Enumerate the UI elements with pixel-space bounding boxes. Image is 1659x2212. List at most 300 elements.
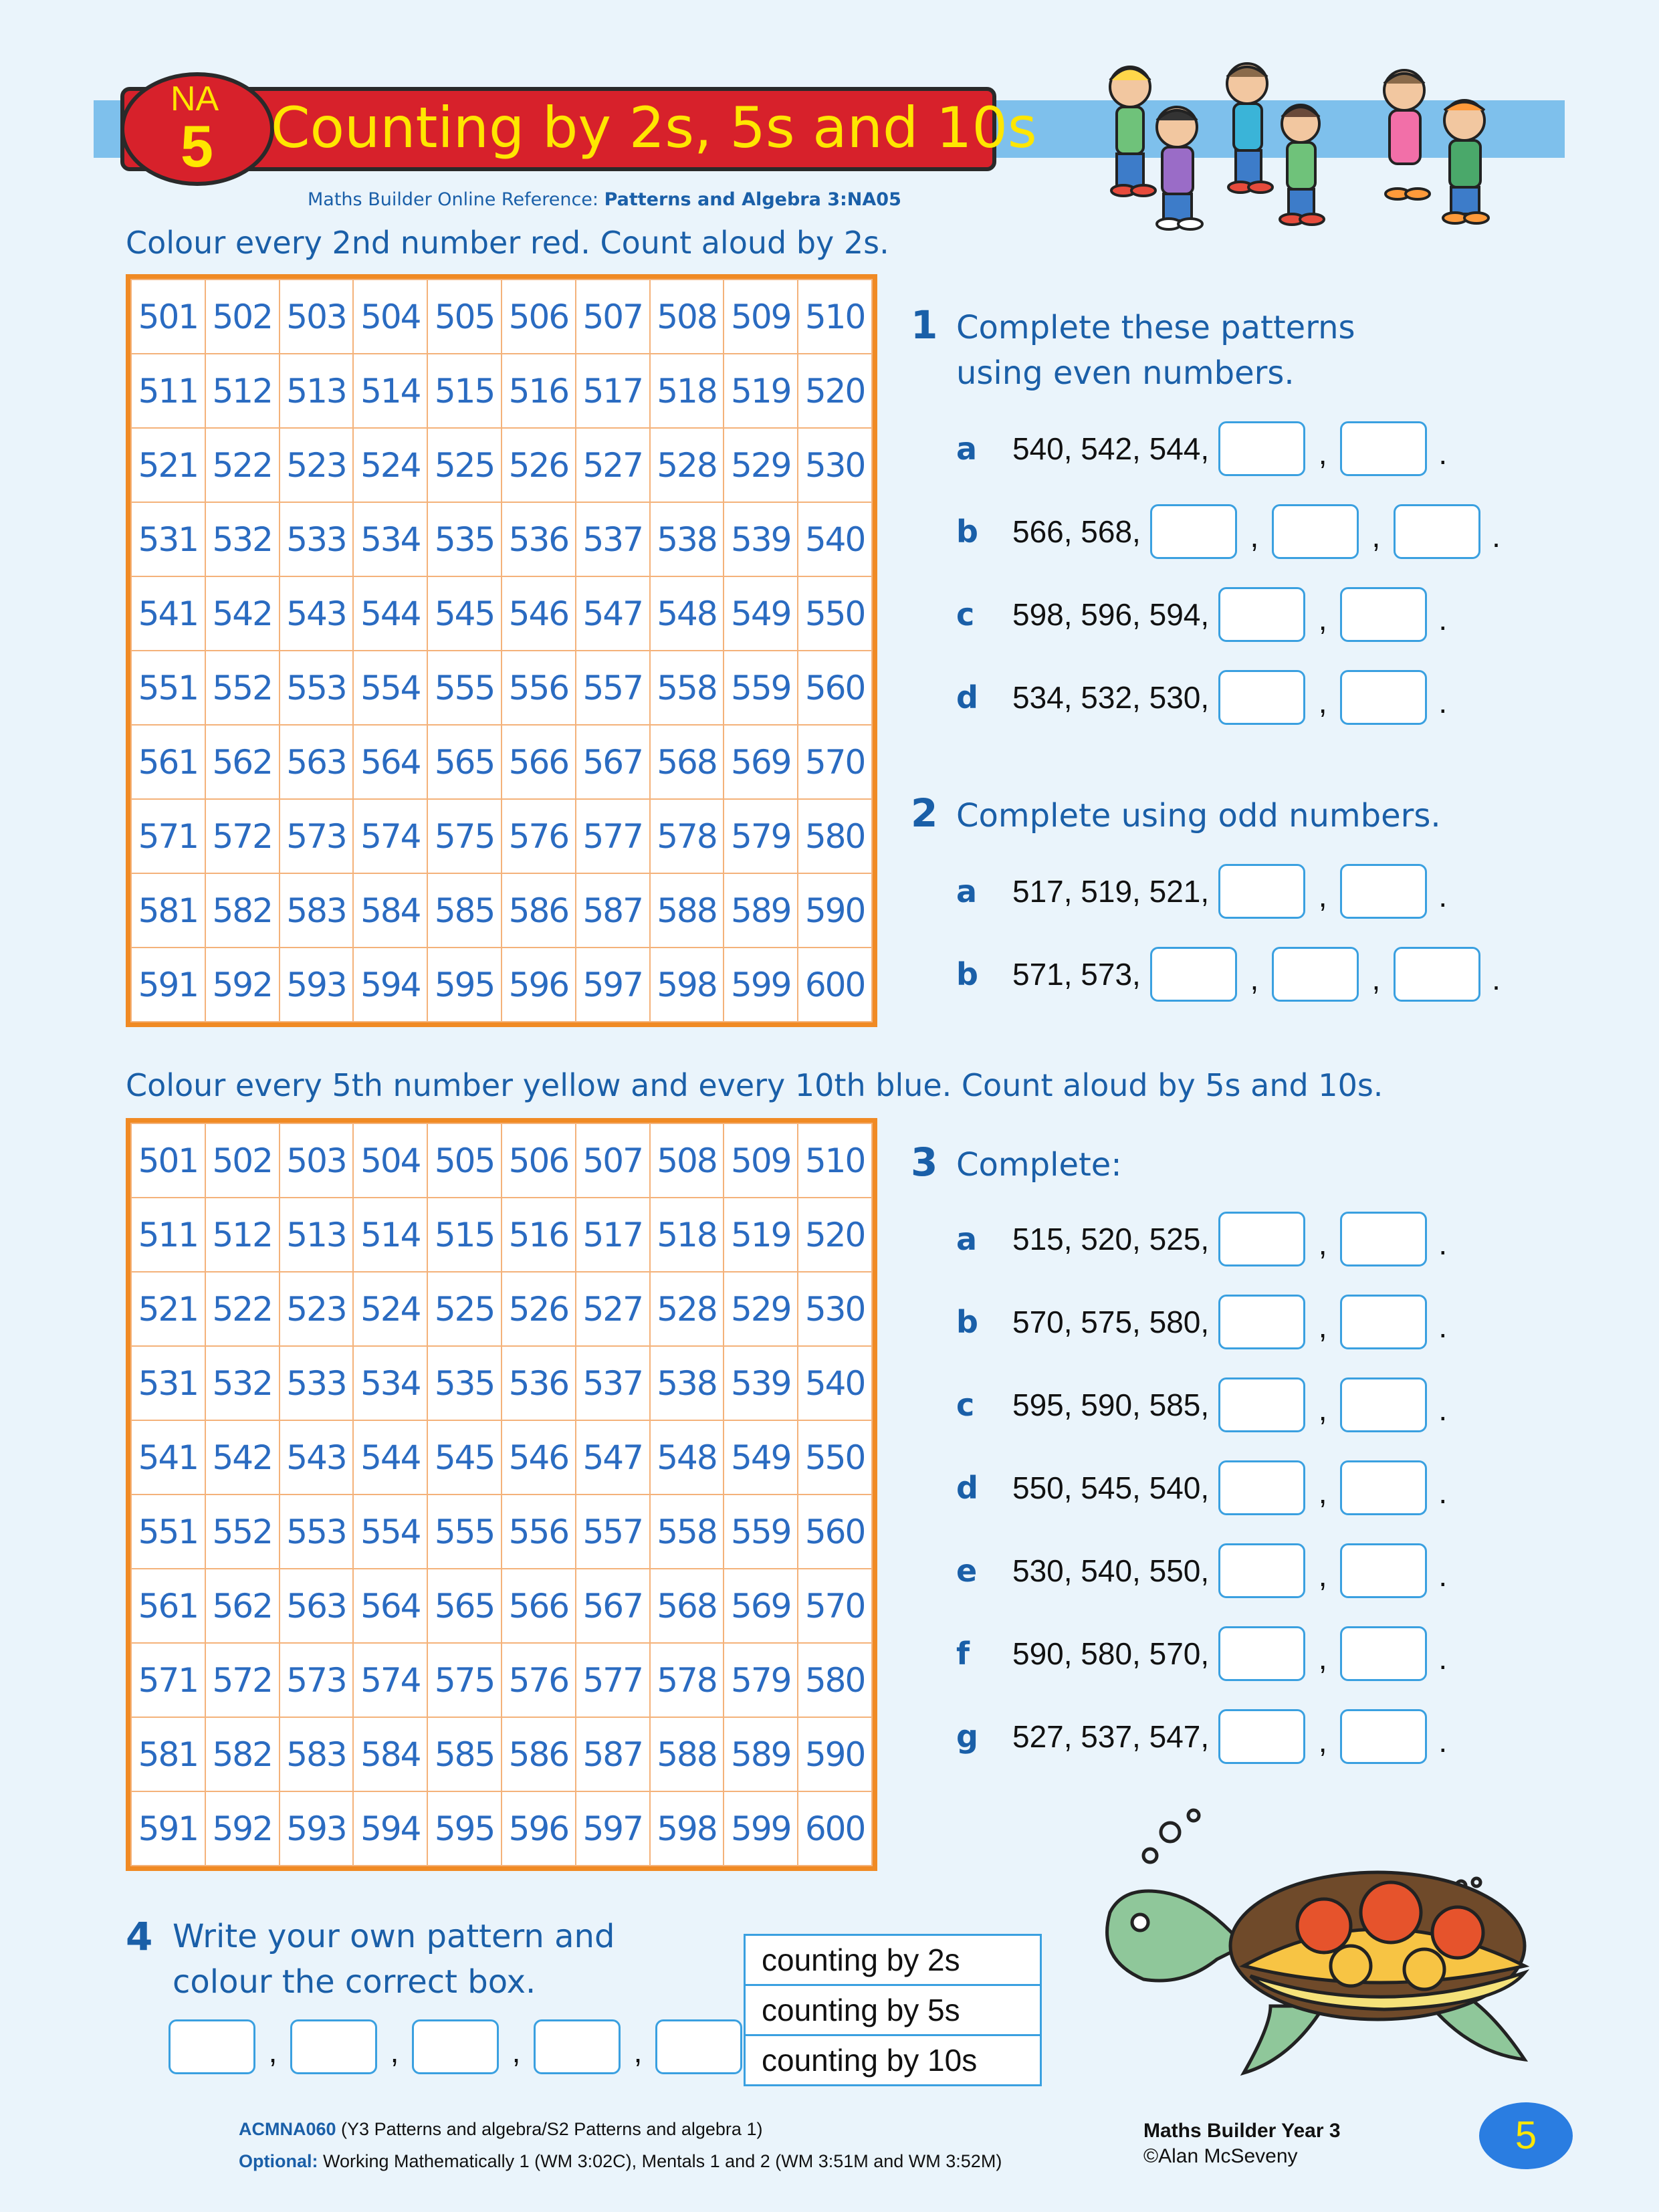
grid-cell[interactable]: 548 [650,1420,724,1495]
grid-cell[interactable]: 585 [427,1717,502,1791]
grid-cell[interactable]: 556 [502,1495,576,1569]
grid-row [131,1495,872,1569]
grid-cell[interactable]: 594 [353,948,427,1022]
grid-cell[interactable]: 533 [280,1346,354,1420]
grid-row [131,1569,872,1643]
grid-cell[interactable]: 521 [131,1272,205,1346]
grid-cell[interactable]: 581 [131,873,205,948]
question-item [956,947,1501,1002]
grid-cell[interactable]: 545 [427,576,502,651]
grid-cell[interactable]: 532 [205,1346,280,1420]
grid-cell[interactable]: 538 [650,502,724,576]
answer-box[interactable] [1340,1543,1427,1598]
grid-cell[interactable]: 542 [205,1420,280,1495]
grid-cell[interactable]: 596 [502,948,576,1022]
answer-box[interactable] [1340,1626,1427,1681]
grid-cell[interactable]: 595 [427,1791,502,1866]
grid-cell[interactable]: 528 [650,428,724,502]
grid-cell[interactable]: 571 [131,1643,205,1717]
grid-cell[interactable]: 567 [576,1569,650,1643]
grid-cell[interactable]: 551 [131,1495,205,1569]
full-stop: . [1438,1641,1448,1676]
grid-cell[interactable]: 597 [576,1791,650,1866]
grid-cell[interactable]: 505 [427,280,502,354]
grid-cell[interactable]: 561 [131,725,205,799]
grid-cell[interactable]: 530 [798,1272,872,1346]
grid-cell[interactable]: 554 [353,1495,427,1569]
grid-row [131,1420,872,1495]
grid-cell[interactable]: 518 [650,354,724,428]
grid-cell[interactable]: 511 [131,1198,205,1272]
grid-cell[interactable]: 534 [353,1346,427,1420]
grid-cell[interactable]: 587 [576,873,650,948]
grid-cell[interactable]: 545 [427,1420,502,1495]
grid-cell[interactable]: 507 [576,1123,650,1198]
grid-cell[interactable]: 540 [798,502,872,576]
instruction-5s-10s: Colour every 5th number yellow and every 10th blue. Count aloud by 5s and 10s. [126,1067,1384,1103]
grid-cell[interactable]: 591 [131,948,205,1022]
grid-cell[interactable]: 574 [353,799,427,873]
answer-box[interactable] [1218,864,1305,919]
grid-cell[interactable]: 538 [650,1346,724,1420]
grid-cell[interactable]: 525 [427,428,502,502]
grid-cell[interactable]: 533 [280,502,354,576]
badge-code: NA [171,80,219,118]
answer-box[interactable] [1218,421,1305,476]
grid-cell[interactable]: 547 [576,576,650,651]
grid-cell[interactable]: 590 [798,1717,872,1791]
full-stop: . [1492,519,1501,554]
answer-box[interactable] [1218,1709,1305,1764]
grid-cell[interactable]: 523 [280,1272,354,1346]
answer-box[interactable] [1272,947,1359,1002]
grid-cell[interactable]: 527 [576,428,650,502]
grid-cell[interactable]: 550 [798,576,872,651]
grid-cell[interactable]: 576 [502,799,576,873]
grid-cell[interactable]: 558 [650,1495,724,1569]
grid-cell[interactable]: 568 [650,725,724,799]
answer-box[interactable] [1340,421,1427,476]
grid-cell[interactable]: 593 [280,1791,354,1866]
hundred-grid-5s-10s [126,1118,877,1871]
grid-cell[interactable]: 562 [205,725,280,799]
answer-box[interactable] [412,2019,499,2074]
grid-cell[interactable]: 592 [205,1791,280,1866]
answer-box[interactable] [534,2019,621,2074]
grid-cell[interactable]: 573 [280,799,354,873]
question-4-line2: colour the correct box. [173,1963,536,2001]
grid-cell[interactable]: 555 [427,1495,502,1569]
answer-box[interactable] [1340,1709,1427,1764]
question-item [956,1543,1447,1598]
answer-box[interactable] [1218,1626,1305,1681]
grid-cell[interactable]: 536 [502,502,576,576]
answer-box[interactable] [1150,947,1237,1002]
item-letter: a [956,873,978,909]
grid-cell[interactable]: 502 [205,280,280,354]
comma: , [1250,519,1259,554]
full-stop: . [1438,1226,1448,1261]
answer-box[interactable] [290,2019,377,2074]
grid-cell[interactable]: 520 [798,1198,872,1272]
grid-cell[interactable]: 522 [205,1272,280,1346]
grid-cell[interactable]: 552 [205,651,280,725]
answer-box[interactable] [1340,864,1427,919]
grid-cell[interactable]: 559 [724,651,798,725]
grid-cell[interactable]: 536 [502,1346,576,1420]
grid-row [131,502,872,576]
grid-cell[interactable]: 529 [724,1272,798,1346]
grid-cell[interactable]: 526 [502,1272,576,1346]
grid-cell[interactable]: 537 [576,502,650,576]
question-number-2: 2 [911,790,938,836]
grid-cell[interactable]: 575 [427,1643,502,1717]
grid-cell[interactable]: 506 [502,1123,576,1198]
grid-cell[interactable]: 531 [131,1346,205,1420]
grid-cell[interactable]: 519 [724,1198,798,1272]
grid-cell[interactable]: 555 [427,651,502,725]
grid-cell[interactable]: 597 [576,948,650,1022]
answer-box[interactable] [1218,1212,1305,1266]
grid-cell[interactable]: 524 [353,1272,427,1346]
grid-cell[interactable]: 568 [650,1569,724,1643]
grid-cell[interactable]: 512 [205,354,280,428]
answer-box[interactable] [169,2019,255,2074]
grid-cell[interactable]: 542 [205,576,280,651]
grid-cell[interactable]: 543 [280,576,354,651]
number-sequence: 566, 568, [1012,514,1141,549]
grid-cell[interactable]: 584 [353,873,427,948]
grid-cell[interactable]: 526 [502,428,576,502]
grid-cell[interactable]: 598 [650,1791,724,1866]
grid-cell[interactable]: 565 [427,725,502,799]
item-letter: g [956,1719,978,1755]
grid-cell[interactable]: 516 [502,1198,576,1272]
grid-cell[interactable]: 513 [280,354,354,428]
grid-cell[interactable]: 537 [576,1346,650,1420]
grid-cell[interactable]: 562 [205,1569,280,1643]
grid-cell[interactable]: 589 [724,873,798,948]
grid-cell[interactable]: 507 [576,280,650,354]
grid-cell[interactable]: 566 [502,1569,576,1643]
grid-cell[interactable]: 502 [205,1123,280,1198]
grid-cell[interactable]: 510 [798,1123,872,1198]
grid-cell[interactable]: 564 [353,725,427,799]
grid-cell[interactable]: 588 [650,1717,724,1791]
grid-row [131,1791,872,1866]
grid-cell[interactable]: 578 [650,799,724,873]
grid-row [131,651,872,725]
answer-box[interactable] [1394,504,1480,559]
grid-row [131,1717,872,1791]
number-sequence: 527, 537, 547, [1012,1719,1210,1754]
question-item [956,864,1501,919]
option-counting-by-2s[interactable]: counting by 2s [746,1936,1040,1986]
grid-cell[interactable]: 518 [650,1198,724,1272]
grid-cell[interactable]: 549 [724,1420,798,1495]
grid-cell[interactable]: 546 [502,1420,576,1495]
grid-cell[interactable]: 506 [502,280,576,354]
grid-cell[interactable]: 525 [427,1272,502,1346]
grid-cell[interactable]: 599 [724,948,798,1022]
question-2-items [956,864,1501,1030]
grid-cell[interactable]: 593 [280,948,354,1022]
answer-box[interactable] [1218,1295,1305,1349]
grid-cell[interactable]: 521 [131,428,205,502]
grid-cell[interactable]: 510 [798,280,872,354]
comma: , [1318,1309,1327,1344]
answer-box[interactable] [1218,587,1305,642]
grid-cell[interactable]: 547 [576,1420,650,1495]
comma: , [1318,1226,1327,1261]
answer-box[interactable] [655,2019,742,2074]
grid-row [131,1123,872,1198]
grid-cell[interactable]: 586 [502,1717,576,1791]
grid-cell[interactable]: 535 [427,1346,502,1420]
grid-cell[interactable]: 592 [205,948,280,1022]
full-stop: . [1438,879,1448,913]
grid-row [131,725,872,799]
grid-cell[interactable]: 511 [131,354,205,428]
grid-cell[interactable]: 579 [724,799,798,873]
grid-cell[interactable]: 591 [131,1791,205,1866]
grid-cell[interactable]: 546 [502,576,576,651]
grid-cell[interactable]: 572 [205,799,280,873]
grid-row [131,1346,872,1420]
grid-cell[interactable]: 580 [798,799,872,873]
comma: , [512,2034,521,2069]
grid-cell[interactable]: 584 [353,1717,427,1791]
grid-cell[interactable]: 514 [353,1198,427,1272]
grid-cell[interactable]: 579 [724,1643,798,1717]
grid-cell[interactable]: 565 [427,1569,502,1643]
grid-cell[interactable]: 570 [798,725,872,799]
grid-cell[interactable]: 514 [353,354,427,428]
grid-cell[interactable]: 563 [280,1569,354,1643]
grid-cell[interactable]: 570 [798,1569,872,1643]
grid-cell[interactable]: 548 [650,576,724,651]
grid-cell[interactable]: 513 [280,1198,354,1272]
grid-cell[interactable]: 569 [724,1569,798,1643]
full-stop: . [1438,1309,1448,1344]
book-title: Maths Builder Year 3 [1143,2120,1341,2142]
number-sequence: 571, 573, [1012,957,1141,992]
grid-cell[interactable]: 512 [205,1198,280,1272]
grid-cell[interactable]: 585 [427,873,502,948]
grid-cell[interactable]: 539 [724,502,798,576]
grid-cell[interactable]: 520 [798,354,872,428]
question-item [956,670,1501,725]
grid-cell[interactable]: 595 [427,948,502,1022]
grid-cell[interactable]: 517 [576,354,650,428]
full-stop: . [1438,1392,1448,1427]
grid-row [131,576,872,651]
grid-cell[interactable]: 515 [427,354,502,428]
grid-cell[interactable]: 509 [724,1123,798,1198]
answer-box[interactable] [1218,670,1305,725]
grid-cell[interactable]: 580 [798,1643,872,1717]
grid-cell[interactable]: 572 [205,1643,280,1717]
grid-cell[interactable]: 531 [131,502,205,576]
question-item [956,587,1501,642]
answer-box[interactable] [1340,587,1427,642]
grid-cell[interactable]: 600 [798,1791,872,1866]
grid-cell[interactable]: 504 [353,280,427,354]
grid-row [131,799,872,873]
grid-cell[interactable]: 588 [650,873,724,948]
grid-cell[interactable]: 527 [576,1272,650,1346]
grid-cell[interactable]: 543 [280,1420,354,1495]
grid-cell[interactable]: 598 [650,948,724,1022]
option-counting-by-10s[interactable]: counting by 10s [762,2043,978,2078]
question-3-text: Complete: [956,1146,1122,1184]
grid-cell[interactable]: 566 [502,725,576,799]
optional-text: Working Mathematically 1 (WM 3:02C), Mentals 1 and 2 (WM 3:51M and WM 3:52M) [318,2151,1002,2171]
answer-box[interactable] [1340,1295,1427,1349]
grid-cell[interactable]: 553 [280,1495,354,1569]
grid-cell[interactable]: 503 [280,280,354,354]
question-2-text: Complete using odd numbers. [956,797,1441,835]
question-number-4: 4 [126,1914,153,1959]
grid-cell[interactable]: 503 [280,1123,354,1198]
grid-cell[interactable]: 532 [205,502,280,576]
grid-cell[interactable]: 567 [576,725,650,799]
comma: , [1318,1641,1327,1676]
grid-cell[interactable]: 544 [353,576,427,651]
grid-cell[interactable]: 553 [280,651,354,725]
item-letter: a [956,431,978,467]
question-item [956,504,1501,559]
grid-cell[interactable]: 504 [353,1123,427,1198]
grid-cell[interactable]: 505 [427,1123,502,1198]
grid-row [131,354,872,428]
answer-box[interactable] [1340,1212,1427,1266]
grid-cell[interactable]: 590 [798,873,872,948]
grid-cell[interactable]: 530 [798,428,872,502]
grid-cell[interactable]: 577 [576,1643,650,1717]
question-1-items [956,421,1501,753]
grid-cell[interactable]: 508 [650,280,724,354]
question-4-line1: Write your own pattern and [173,1918,615,1955]
grid-cell[interactable]: 517 [576,1198,650,1272]
grid-cell[interactable]: 574 [353,1643,427,1717]
answer-box[interactable] [1340,1460,1427,1515]
grid-cell[interactable]: 558 [650,651,724,725]
reference-prefix: Maths Builder Online Reference: [308,189,604,210]
grid-cell[interactable]: 560 [798,651,872,725]
question-item [956,1460,1447,1515]
grid-cell[interactable]: 524 [353,428,427,502]
item-letter: b [956,956,978,992]
grid-cell[interactable]: 577 [576,799,650,873]
answer-box[interactable] [1272,504,1359,559]
answer-box[interactable] [1394,947,1480,1002]
grid-cell[interactable]: 576 [502,1643,576,1717]
grid-cell[interactable]: 522 [205,428,280,502]
grid-cell[interactable]: 560 [798,1495,872,1569]
copyright: ©Alan McSeveny [1143,2145,1298,2167]
grid-cell[interactable]: 583 [280,1717,354,1791]
grid-cell[interactable]: 581 [131,1717,205,1791]
optional-label: Optional: [239,2151,318,2171]
grid-cell[interactable]: 539 [724,1346,798,1420]
grid-cell[interactable]: 516 [502,354,576,428]
question-item [956,1212,1447,1266]
grid-cell[interactable]: 528 [650,1272,724,1346]
grid-cell[interactable]: 582 [205,1717,280,1791]
grid-cell[interactable]: 582 [205,873,280,948]
grid-cell[interactable]: 557 [576,1495,650,1569]
grid-cell[interactable]: 534 [353,502,427,576]
grid-cell[interactable]: 519 [724,354,798,428]
grid-cell[interactable]: 509 [724,280,798,354]
grid-cell[interactable]: 600 [798,948,872,1022]
option-counting-by-5s[interactable]: counting by 5s [746,1986,1040,2036]
grid-cell[interactable]: 599 [724,1791,798,1866]
grid-cell[interactable]: 559 [724,1495,798,1569]
grid-cell[interactable]: 557 [576,651,650,725]
grid-row [131,428,872,502]
grid-cell[interactable]: 550 [798,1420,872,1495]
grid-cell[interactable]: 563 [280,725,354,799]
answer-box[interactable] [1218,1377,1305,1432]
grid-cell[interactable]: 541 [131,576,205,651]
grid-cell[interactable]: 551 [131,651,205,725]
grid-cell[interactable]: 552 [205,1495,280,1569]
grid-cell[interactable]: 529 [724,428,798,502]
grid-cell[interactable]: 596 [502,1791,576,1866]
answer-box[interactable] [1340,670,1427,725]
grid-cell[interactable]: 541 [131,1420,205,1495]
question-item [956,1377,1447,1432]
grid-cell[interactable]: 544 [353,1420,427,1495]
grid-cell[interactable]: 573 [280,1643,354,1717]
grid-cell[interactable]: 569 [724,725,798,799]
grid-cell[interactable]: 586 [502,873,576,948]
answer-box[interactable] [1218,1460,1305,1515]
number-sequence: 517, 519, 521, [1012,874,1210,909]
item-letter: c [956,1387,975,1423]
grid-cell[interactable]: 564 [353,1569,427,1643]
grid-cell[interactable]: 540 [798,1346,872,1420]
grid-cell[interactable]: 589 [724,1717,798,1791]
answer-box[interactable] [1150,504,1237,559]
grid-cell[interactable]: 523 [280,428,354,502]
answer-box[interactable] [1218,1543,1305,1598]
grid-cell[interactable]: 571 [131,799,205,873]
grid-cell[interactable]: 501 [131,280,205,354]
grid-cell[interactable]: 587 [576,1717,650,1791]
question-4-text [173,1914,615,2005]
item-letter: b [956,514,978,550]
answer-box[interactable] [1340,1377,1427,1432]
grid-cell[interactable]: 556 [502,651,576,725]
grid-cell[interactable]: 515 [427,1198,502,1272]
grid-cell[interactable]: 594 [353,1791,427,1866]
grid-cell[interactable]: 583 [280,873,354,948]
grid-cell[interactable]: 554 [353,651,427,725]
grid-cell[interactable]: 508 [650,1123,724,1198]
item-letter: a [956,1221,978,1257]
grid-cell[interactable]: 578 [650,1643,724,1717]
question-item [956,1295,1447,1349]
reference-code: Patterns and Algebra 3:NA05 [604,189,901,210]
grid-cell[interactable]: 549 [724,576,798,651]
grid-cell[interactable]: 501 [131,1123,205,1198]
grid-cell[interactable]: 535 [427,502,502,576]
grid-cell[interactable]: 575 [427,799,502,873]
grid-cell[interactable]: 561 [131,1569,205,1643]
